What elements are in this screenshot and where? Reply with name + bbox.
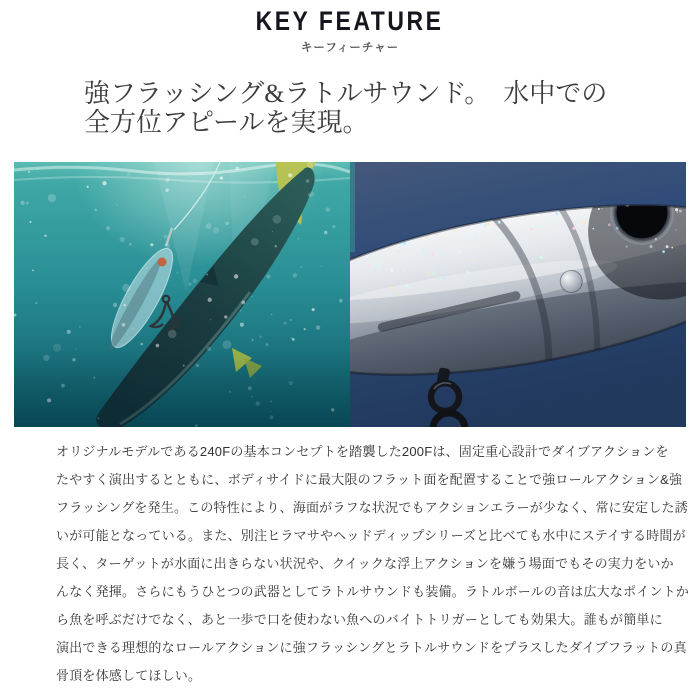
section-subtitle: キーフィーチャー <box>300 42 400 54</box>
edge-reflection <box>350 162 355 252</box>
section-title: KEY FEATURE <box>256 6 444 36</box>
lure-closeup-photo <box>350 162 686 427</box>
description-line: 演出できる理想的なロールアクションに強フラッシングとラトルサウンドをプラスしたダイブフラットの真 <box>56 640 687 655</box>
section-header <box>0 6 700 55</box>
feature-description <box>56 438 690 690</box>
underwater-photo-graphic <box>14 162 350 427</box>
feature-headline-line2: 全方位アピールを実現。 <box>84 108 369 137</box>
description-line: んなく発揮。さらにもうひとつの武器としてラトルサウンドも装備。ラトルボールの音は広大なポイントか <box>56 584 690 599</box>
description-line: フラッシングを発生。この特性により、海面がラフな状況でもアクションエラーが少なく、常に安定した誘 <box>56 500 688 515</box>
description-line: 長く、ターゲットが水面に出きらない状況や、クイックな浮上アクションを嫌う場面でもその実力をいか <box>56 556 674 571</box>
underwater-photo <box>14 162 350 427</box>
description-line: ら魚を呼ぶだけでなく、あと一歩で口を使わない魚へのバイトトリガーとしても効果大。誰もが簡単に <box>56 612 663 627</box>
feature-headline <box>84 79 684 137</box>
description-line: たやすく演出するとともに、ボディサイドに最大限のフラット面を配置することで強ロールアクション&強 <box>56 472 683 487</box>
deep-water-shadow <box>14 347 350 427</box>
lure-closeup-graphic <box>350 162 686 427</box>
feature-photos <box>14 162 686 427</box>
description-line: いが可能となっている。また、別注ヒラマサやヘッドディップシリーズと比べても水中にステイする時間が <box>56 528 686 543</box>
description-line: オリジナルモデルである240Fの基本コンセプトを踏襲した200Fは、固定重心設計でダイブアクションを <box>56 444 669 459</box>
description-line: 骨頂を体感してほしい。 <box>56 668 202 683</box>
small-lure-nose-dot <box>158 258 167 267</box>
feature-headline-line1: 強フラッシング&ラトルサウンド。 水中での <box>84 79 608 108</box>
